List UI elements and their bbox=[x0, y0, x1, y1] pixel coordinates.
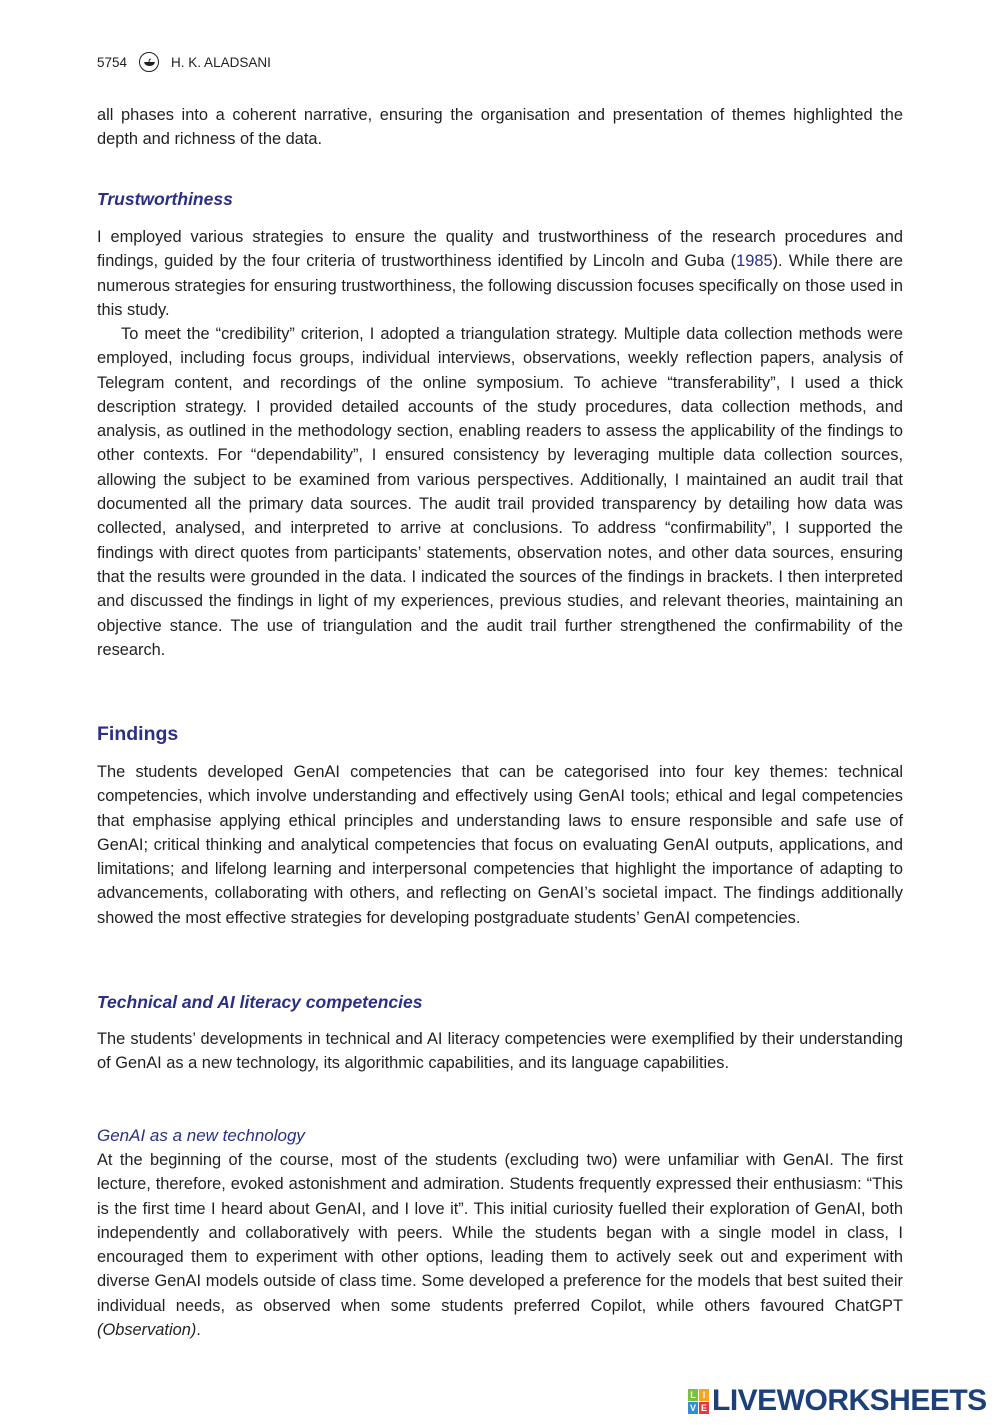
paragraph-credibility: To meet the “credibility” criterion, I adopted a triangulation strategy. Multiple data collection methods were employed, including focus groups, individual interviews, observations, weekly reflection papers, analysis of Telegram content, and recordings of the online symposium. To achieve “transferability”, I used a thick description strategy. I provided detailed accounts of the study procedures, data collection methods, and analysis, as outlined in the methodology section, enabling readers to assess the applicability of the findings to other contexts. For “dependability”, I ensured consistency by leveraging multiple data collection sources, allowing the subject to be examined from various perspectives. Additionally, I maintained an audit trail that documented all the primary data sources. The audit trail provided transparency by detailing how data was collected, analysed, and interpreted to arrive at conclusions. To address “confirmability”, I supported the findings with direct quotes from participants’ statements, observation notes, and other data sources, ensuring that the results were grounded in the data. I indicated the sources of the findings in brackets. I then interpreted and discussed the findings in light of my experiences, previous studies, and relevant theories, maintaining an objective stance. The use of triangulation and the audit trail further strengthened the confirmability of the research. bbox=[97, 325, 903, 659]
paragraph-continuation: all phases into a coherent narrative, ensuring the organisation and presentation of themes highlighted the depth and richness of the data. bbox=[97, 106, 903, 149]
running-author: H. K. ALADSANI bbox=[171, 54, 271, 70]
text: I employed various strategies to ensure the quality and trustworthiness of the research procedures and findings, guided by the four criteria of trustworthiness identified by Lincoln and Guba ( bbox=[97, 228, 903, 271]
heading-genai-new-technology: GenAI as a new technology bbox=[97, 1126, 305, 1145]
paragraph-trustworthiness bbox=[97, 225, 903, 322]
paragraph-genai bbox=[97, 1148, 903, 1342]
heading-findings: Findings bbox=[97, 723, 179, 745]
badge-letter: L bbox=[688, 1389, 698, 1401]
publisher-logo-icon bbox=[139, 52, 159, 72]
badge-letter: E bbox=[700, 1402, 707, 1413]
page-number: 5754 bbox=[97, 54, 128, 70]
running-header bbox=[97, 52, 271, 72]
badge-letter: V bbox=[689, 1402, 696, 1413]
paragraph-findings: The students developed GenAI competencies that can be categorised into four key themes: technical competencies, which involve understanding and effectively using GenAI tools; ethical and legal competencies that emphasise applying ethical principles and understanding laws to ensure responsible and safe use of GenAI; critical thinking and analytical competencies that focus on evaluating GenAI outputs, applications, and limitations; and lifelong learning and interpersonal competencies that highlight the importance of adapting to advancements, collaborating with others, and reflecting on GenAI’s societal impact. The findings additionally showed the most effective strategies for developing postgraduate students’ GenAI competencies. bbox=[97, 763, 903, 927]
text-italic: (Observation) bbox=[97, 1321, 197, 1340]
heading-technical: Technical and AI literacy competencies bbox=[97, 992, 423, 1012]
text: ). While there are numerous strategies for ensuring trustworthiness, the following discussion focuses specifically on those used in this study. bbox=[97, 252, 903, 319]
text: At the beginning of the course, most of the students (excluding two) were unfamiliar with GenAI. The first lecture, therefore, evoked astonishment and admiration. Students frequently expressed their enthusiasm: “This is the first time I heard about GenAI, and I love it”. This initial curiosity fuelled their exploration of GenAI, both independently and collaboratively with peers. While the students began with a single model in class, I encouraged them to experiment with other options, leading them to actively seek out and experiment with diverse GenAI models outside of class time. Some developed a preference for the models that best suited their individual needs, as observed when some students preferred Copilot, while others favoured ChatGPT bbox=[97, 1151, 903, 1315]
text: . bbox=[196, 1321, 201, 1340]
watermark-text: LIVEWORKSHEETS bbox=[712, 1384, 987, 1417]
citation-link[interactable]: 1985 bbox=[736, 252, 773, 271]
paragraph-technical: The students’ developments in technical and AI literacy competencies were exemplified by their understanding of GenAI as a new technology, its algorithmic capabilities, and its language capabilities. bbox=[97, 1030, 903, 1073]
badge-letter: I bbox=[699, 1389, 709, 1401]
heading-trustworthiness: Trustworthiness bbox=[97, 189, 233, 209]
liveworksheets-badge-icon bbox=[688, 1389, 709, 1414]
liveworksheets-watermark bbox=[688, 1384, 987, 1418]
